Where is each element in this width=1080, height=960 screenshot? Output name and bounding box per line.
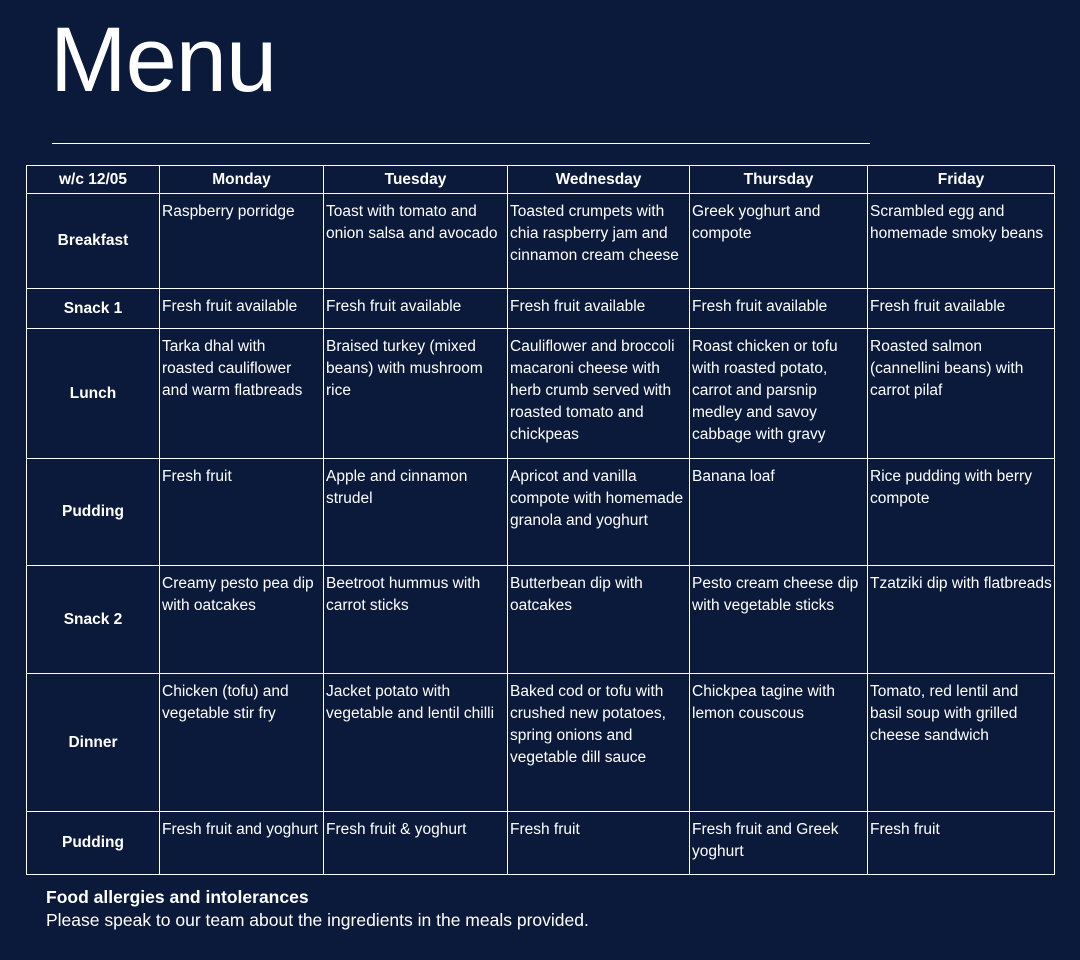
- menu-cell: Beetroot hummus with carrot sticks: [324, 566, 508, 674]
- menu-cell: Chickpea tagine with lemon couscous: [690, 674, 868, 812]
- meal-label-pudding: Pudding: [27, 459, 160, 566]
- menu-cell: Toast with tomato and onion salsa and avocado: [324, 194, 508, 289]
- menu-cell: Fresh fruit and yoghurt: [160, 812, 324, 875]
- week-commencing-label: w/c 12/05: [27, 166, 160, 194]
- menu-cell: Fresh fruit & yoghurt: [324, 812, 508, 875]
- menu-cell: Roasted salmon (cannellini beans) with carrot pilaf: [868, 329, 1055, 459]
- meal-label-dinner: Dinner: [27, 674, 160, 812]
- menu-cell: Tomato, red lentil and basil soup with grilled cheese sandwich: [868, 674, 1055, 812]
- menu-cell: Pesto cream cheese dip with vegetable sticks: [690, 566, 868, 674]
- table-row: [27, 812, 1055, 875]
- weekly-menu-table: [26, 165, 1055, 875]
- menu-cell: Toasted crumpets with chia raspberry jam and cinnamon cream cheese: [508, 194, 690, 289]
- table-row: [27, 289, 1055, 329]
- menu-cell: Braised turkey (mixed beans) with mushroom rice: [324, 329, 508, 459]
- allergy-notice: [46, 886, 589, 932]
- menu-cell: Jacket potato with vegetable and lentil chilli: [324, 674, 508, 812]
- menu-cell: Creamy pesto pea dip with oatcakes: [160, 566, 324, 674]
- menu-cell: Butterbean dip with oatcakes: [508, 566, 690, 674]
- meal-label-lunch: Lunch: [27, 329, 160, 459]
- allergy-notice-title: Food allergies and intolerances: [46, 887, 309, 907]
- menu-cell: Fresh fruit available: [508, 289, 690, 329]
- menu-cell: Roast chicken or tofu with roasted potato, carrot and parsnip medley and savoy cabbage with gravy: [690, 329, 868, 459]
- meal-label-snack-2: Snack 2: [27, 566, 160, 674]
- table-row: [27, 566, 1055, 674]
- menu-cell: Fresh fruit: [160, 459, 324, 566]
- menu-cell: Fresh fruit and Greek yoghurt: [690, 812, 868, 875]
- menu-cell: Chicken (tofu) and vegetable stir fry: [160, 674, 324, 812]
- menu-cell: Fresh fruit available: [868, 289, 1055, 329]
- day-header-tuesday: Tuesday: [324, 166, 508, 194]
- day-header-thursday: Thursday: [690, 166, 868, 194]
- allergy-notice-text: Please speak to our team about the ingredients in the meals provided.: [46, 910, 589, 930]
- menu-cell: Cauliflower and broccoli macaroni cheese with herb crumb served with roasted tomato and chickpeas: [508, 329, 690, 459]
- menu-cell: Fresh fruit available: [690, 289, 868, 329]
- table-row: [27, 674, 1055, 812]
- meal-label-snack-1: Snack 1: [27, 289, 160, 329]
- menu-cell: Greek yoghurt and compote: [690, 194, 868, 289]
- day-header-wednesday: Wednesday: [508, 166, 690, 194]
- day-header-monday: Monday: [160, 166, 324, 194]
- table-row: [27, 329, 1055, 459]
- menu-cell: Apricot and vanilla compote with homemade granola and yoghurt: [508, 459, 690, 566]
- menu-cell: Fresh fruit: [868, 812, 1055, 875]
- table-row: [27, 194, 1055, 289]
- table-row: [27, 459, 1055, 566]
- menu-cell: Tarka dhal with roasted cauliflower and warm flatbreads: [160, 329, 324, 459]
- menu-cell: Fresh fruit available: [160, 289, 324, 329]
- table-header-row: [27, 166, 1055, 194]
- menu-cell: Apple and cinnamon strudel: [324, 459, 508, 566]
- day-header-friday: Friday: [868, 166, 1055, 194]
- meal-label-breakfast: Breakfast: [27, 194, 160, 289]
- title-divider: [52, 143, 870, 144]
- menu-cell: Tzatziki dip with flatbreads: [868, 566, 1055, 674]
- menu-cell: Fresh fruit: [508, 812, 690, 875]
- menu-cell: Rice pudding with berry compote: [868, 459, 1055, 566]
- menu-cell: Scrambled egg and homemade smoky beans: [868, 194, 1055, 289]
- menu-cell: Baked cod or tofu with crushed new potatoes, spring onions and vegetable dill sauce: [508, 674, 690, 812]
- page-title: Menu: [50, 9, 277, 111]
- menu-cell: Raspberry porridge: [160, 194, 324, 289]
- menu-cell: Banana loaf: [690, 459, 868, 566]
- menu-cell: Fresh fruit available: [324, 289, 508, 329]
- meal-label-pudding-evening: Pudding: [27, 812, 160, 875]
